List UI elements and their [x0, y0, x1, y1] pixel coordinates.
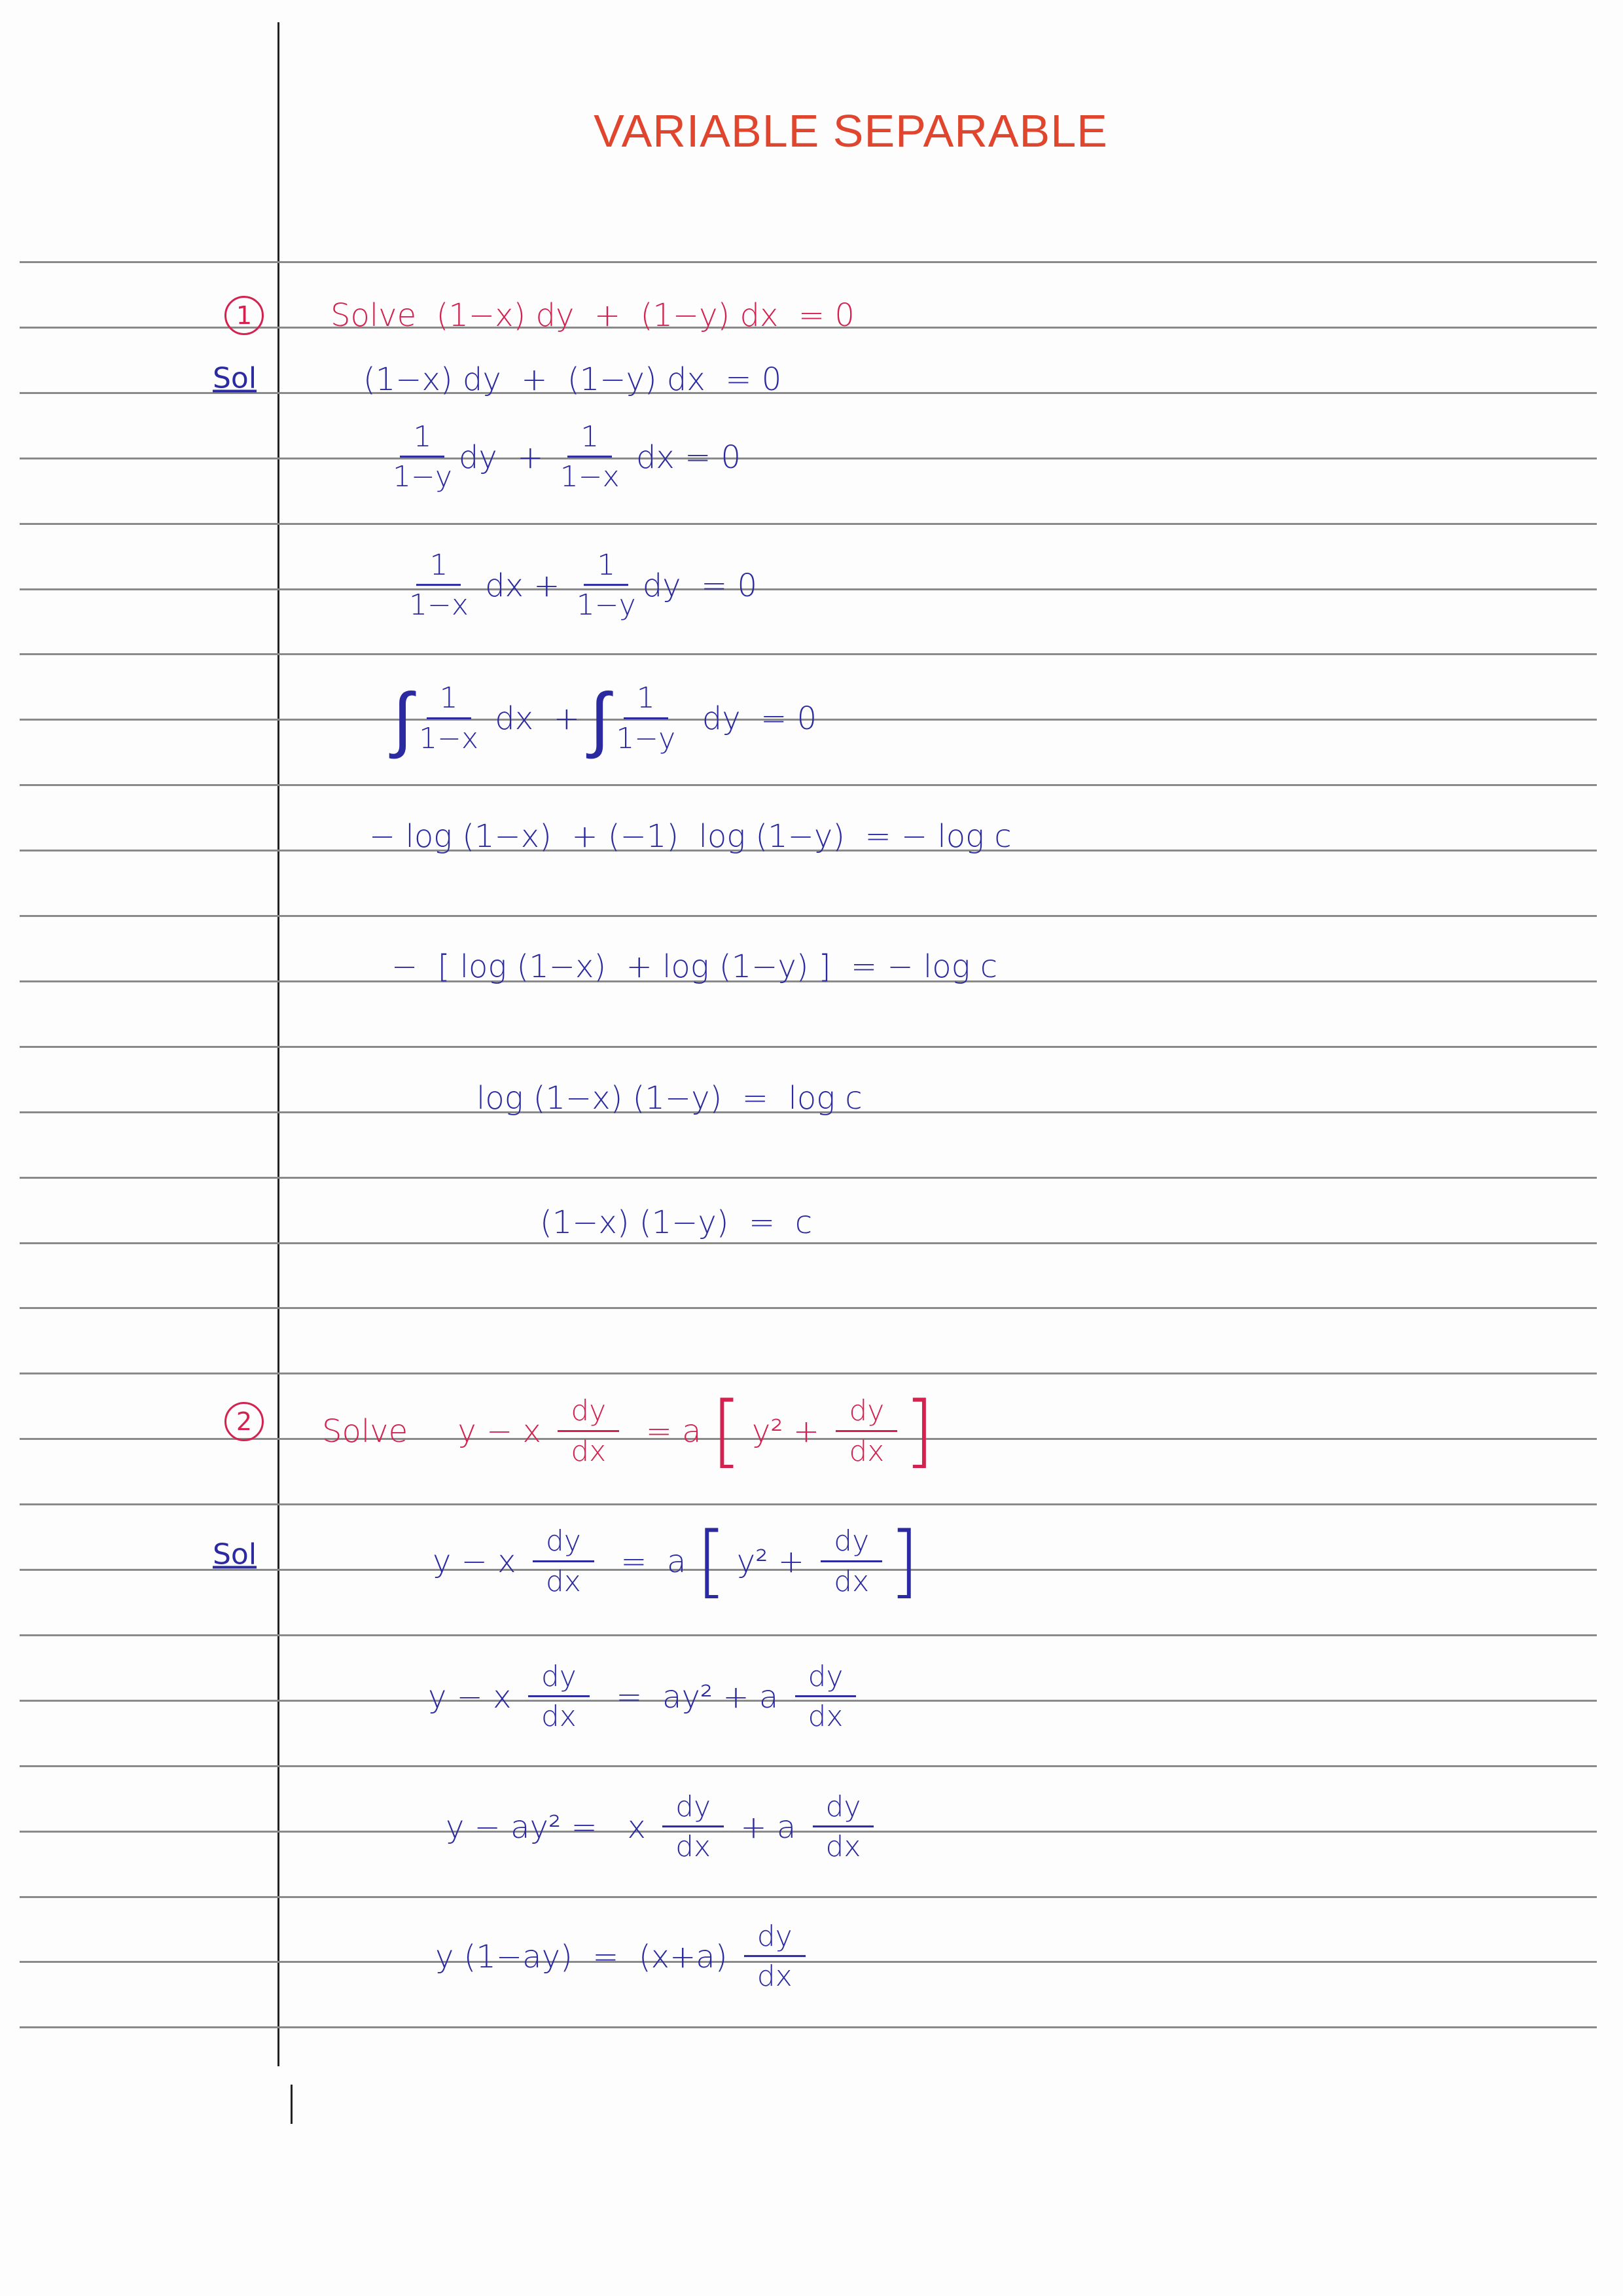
- problem-2-step-4: [435, 1921, 812, 1993]
- fraction: [419, 683, 478, 755]
- ruled-line: [20, 1307, 1597, 1309]
- math-text: y − x: [428, 1679, 522, 1715]
- ruled-line: [20, 1765, 1597, 1767]
- math-text: (1−x) dy + (1−y) dx = 0: [363, 361, 782, 398]
- fraction: [558, 1395, 619, 1467]
- fraction: [528, 1661, 590, 1733]
- problem-2-question: [322, 1386, 935, 1477]
- math-text: = ay² + a: [596, 1679, 789, 1715]
- math-text: y − x: [433, 1543, 526, 1580]
- math-text: dy +: [458, 439, 554, 476]
- numerator: dy: [836, 1395, 897, 1431]
- ruled-line: [20, 261, 1597, 263]
- problem-1-step-5: [369, 818, 1012, 855]
- fraction: [744, 1921, 806, 1993]
- denominator: dx: [757, 1960, 793, 1994]
- numerator: dy: [821, 1526, 882, 1562]
- fraction: [795, 1661, 857, 1733]
- ruled-line: [20, 2026, 1597, 2028]
- problem-1-step-7: [476, 1080, 863, 1117]
- numerator: dy: [558, 1395, 619, 1431]
- math-text: y − ay² = x: [446, 1809, 656, 1846]
- numerator: dy: [744, 1921, 806, 1957]
- page-title: VARIABLE SEPARABLE: [594, 105, 1108, 156]
- problem-2-step-1: [433, 1516, 919, 1607]
- math-text: y (1−ay) = (x+a): [435, 1939, 738, 1975]
- math-text: Solve (1−x) dy + (1−y) dx = 0: [330, 297, 855, 334]
- fraction: [577, 550, 636, 622]
- math-text: dx +: [474, 567, 570, 604]
- bracket: ]: [889, 1516, 919, 1607]
- problem-1-step-4: [393, 677, 817, 761]
- integral-sign: ∫: [590, 677, 610, 761]
- bracket: [: [711, 1386, 742, 1477]
- math-text: dx = 0: [626, 439, 741, 476]
- math-text: Solve y − x: [322, 1413, 552, 1450]
- ruled-line: [20, 457, 1597, 459]
- denominator: dx: [545, 1564, 581, 1598]
- numerator: dy: [813, 1791, 874, 1827]
- fraction: [560, 422, 620, 493]
- margin-line: [277, 22, 279, 2066]
- math-text: = a: [600, 1543, 696, 1580]
- math-text: − [ log (1−x) + log (1−y) ] = − log c: [391, 948, 998, 985]
- numerator: 1: [624, 683, 668, 719]
- problem-1-step-8: [540, 1204, 812, 1241]
- ruled-line: [20, 1503, 1597, 1505]
- denominator: 1−y: [393, 460, 452, 494]
- fraction: [533, 1526, 594, 1598]
- numerator: dy: [795, 1661, 857, 1697]
- fraction: [662, 1791, 724, 1863]
- fraction: [821, 1526, 882, 1598]
- problem-number-2: 2: [224, 1402, 264, 1441]
- math-text: y² +: [726, 1543, 815, 1580]
- problem-1-step-6: [391, 948, 997, 985]
- numerator: 1: [427, 683, 471, 719]
- problem-1-step-3: [402, 550, 757, 622]
- math-text: dx +: [485, 700, 590, 737]
- integral-sign: ∫: [393, 677, 413, 761]
- problem-number-1: 1: [224, 296, 264, 335]
- numerator: 1: [584, 550, 628, 586]
- denominator: dx: [541, 1700, 577, 1734]
- ruled-line: [20, 588, 1597, 590]
- problem-1-question: [330, 297, 855, 334]
- math-text: log (1−x) (1−y) = log c: [476, 1080, 863, 1117]
- denominator: dx: [675, 1830, 711, 1864]
- margin-line-tail: [291, 2085, 293, 2124]
- ruled-line: [20, 1046, 1597, 1048]
- fraction: [409, 550, 469, 622]
- math-text: (1−x) (1−y) = c: [540, 1204, 813, 1241]
- fraction: [836, 1395, 897, 1467]
- ruled-line: [20, 1242, 1597, 1244]
- ruled-line: [20, 915, 1597, 917]
- sol-label-1: Sol: [213, 361, 257, 395]
- math-text: − log (1−x) + (−1) log (1−y) = − log c: [369, 818, 1012, 855]
- math-text: + a: [730, 1809, 806, 1846]
- fraction: [616, 683, 675, 755]
- math-text: dy = 0: [642, 567, 758, 604]
- denominator: dx: [808, 1700, 844, 1734]
- ruled-line: [20, 653, 1597, 655]
- problem-1-step-1: [363, 361, 781, 398]
- ruled-line: [20, 1372, 1597, 1374]
- fraction: [393, 422, 452, 493]
- ruled-line: [20, 1896, 1597, 1898]
- fraction: [813, 1791, 874, 1863]
- numerator: 1: [567, 422, 612, 457]
- ruled-line: [20, 523, 1597, 525]
- ruled-line: [20, 1177, 1597, 1179]
- ruled-line: [20, 784, 1597, 786]
- denominator: dx: [825, 1830, 861, 1864]
- denominator: 1−x: [419, 721, 479, 755]
- denominator: 1−y: [576, 588, 636, 622]
- denominator: 1−x: [560, 460, 620, 494]
- denominator: dx: [849, 1434, 885, 1468]
- numerator: dy: [528, 1661, 590, 1697]
- numerator: 1: [416, 550, 461, 586]
- bracket: ]: [904, 1386, 935, 1477]
- bracket: [: [696, 1516, 727, 1607]
- math-text: = a: [626, 1413, 711, 1450]
- math-text: y² +: [741, 1413, 830, 1450]
- problem-1-step-2: [386, 422, 741, 493]
- ruled-line: [20, 1634, 1597, 1636]
- numerator: dy: [533, 1526, 594, 1562]
- problem-2-step-3: [446, 1791, 880, 1863]
- denominator: 1−y: [616, 721, 676, 755]
- denominator: dx: [571, 1434, 607, 1468]
- denominator: 1−x: [409, 588, 469, 622]
- math-text: dy = 0: [682, 700, 817, 737]
- problem-2-step-2: [428, 1661, 863, 1733]
- denominator: dx: [834, 1564, 870, 1598]
- numerator: 1: [400, 422, 444, 457]
- sol-label-2: Sol: [213, 1537, 257, 1571]
- numerator: dy: [662, 1791, 724, 1827]
